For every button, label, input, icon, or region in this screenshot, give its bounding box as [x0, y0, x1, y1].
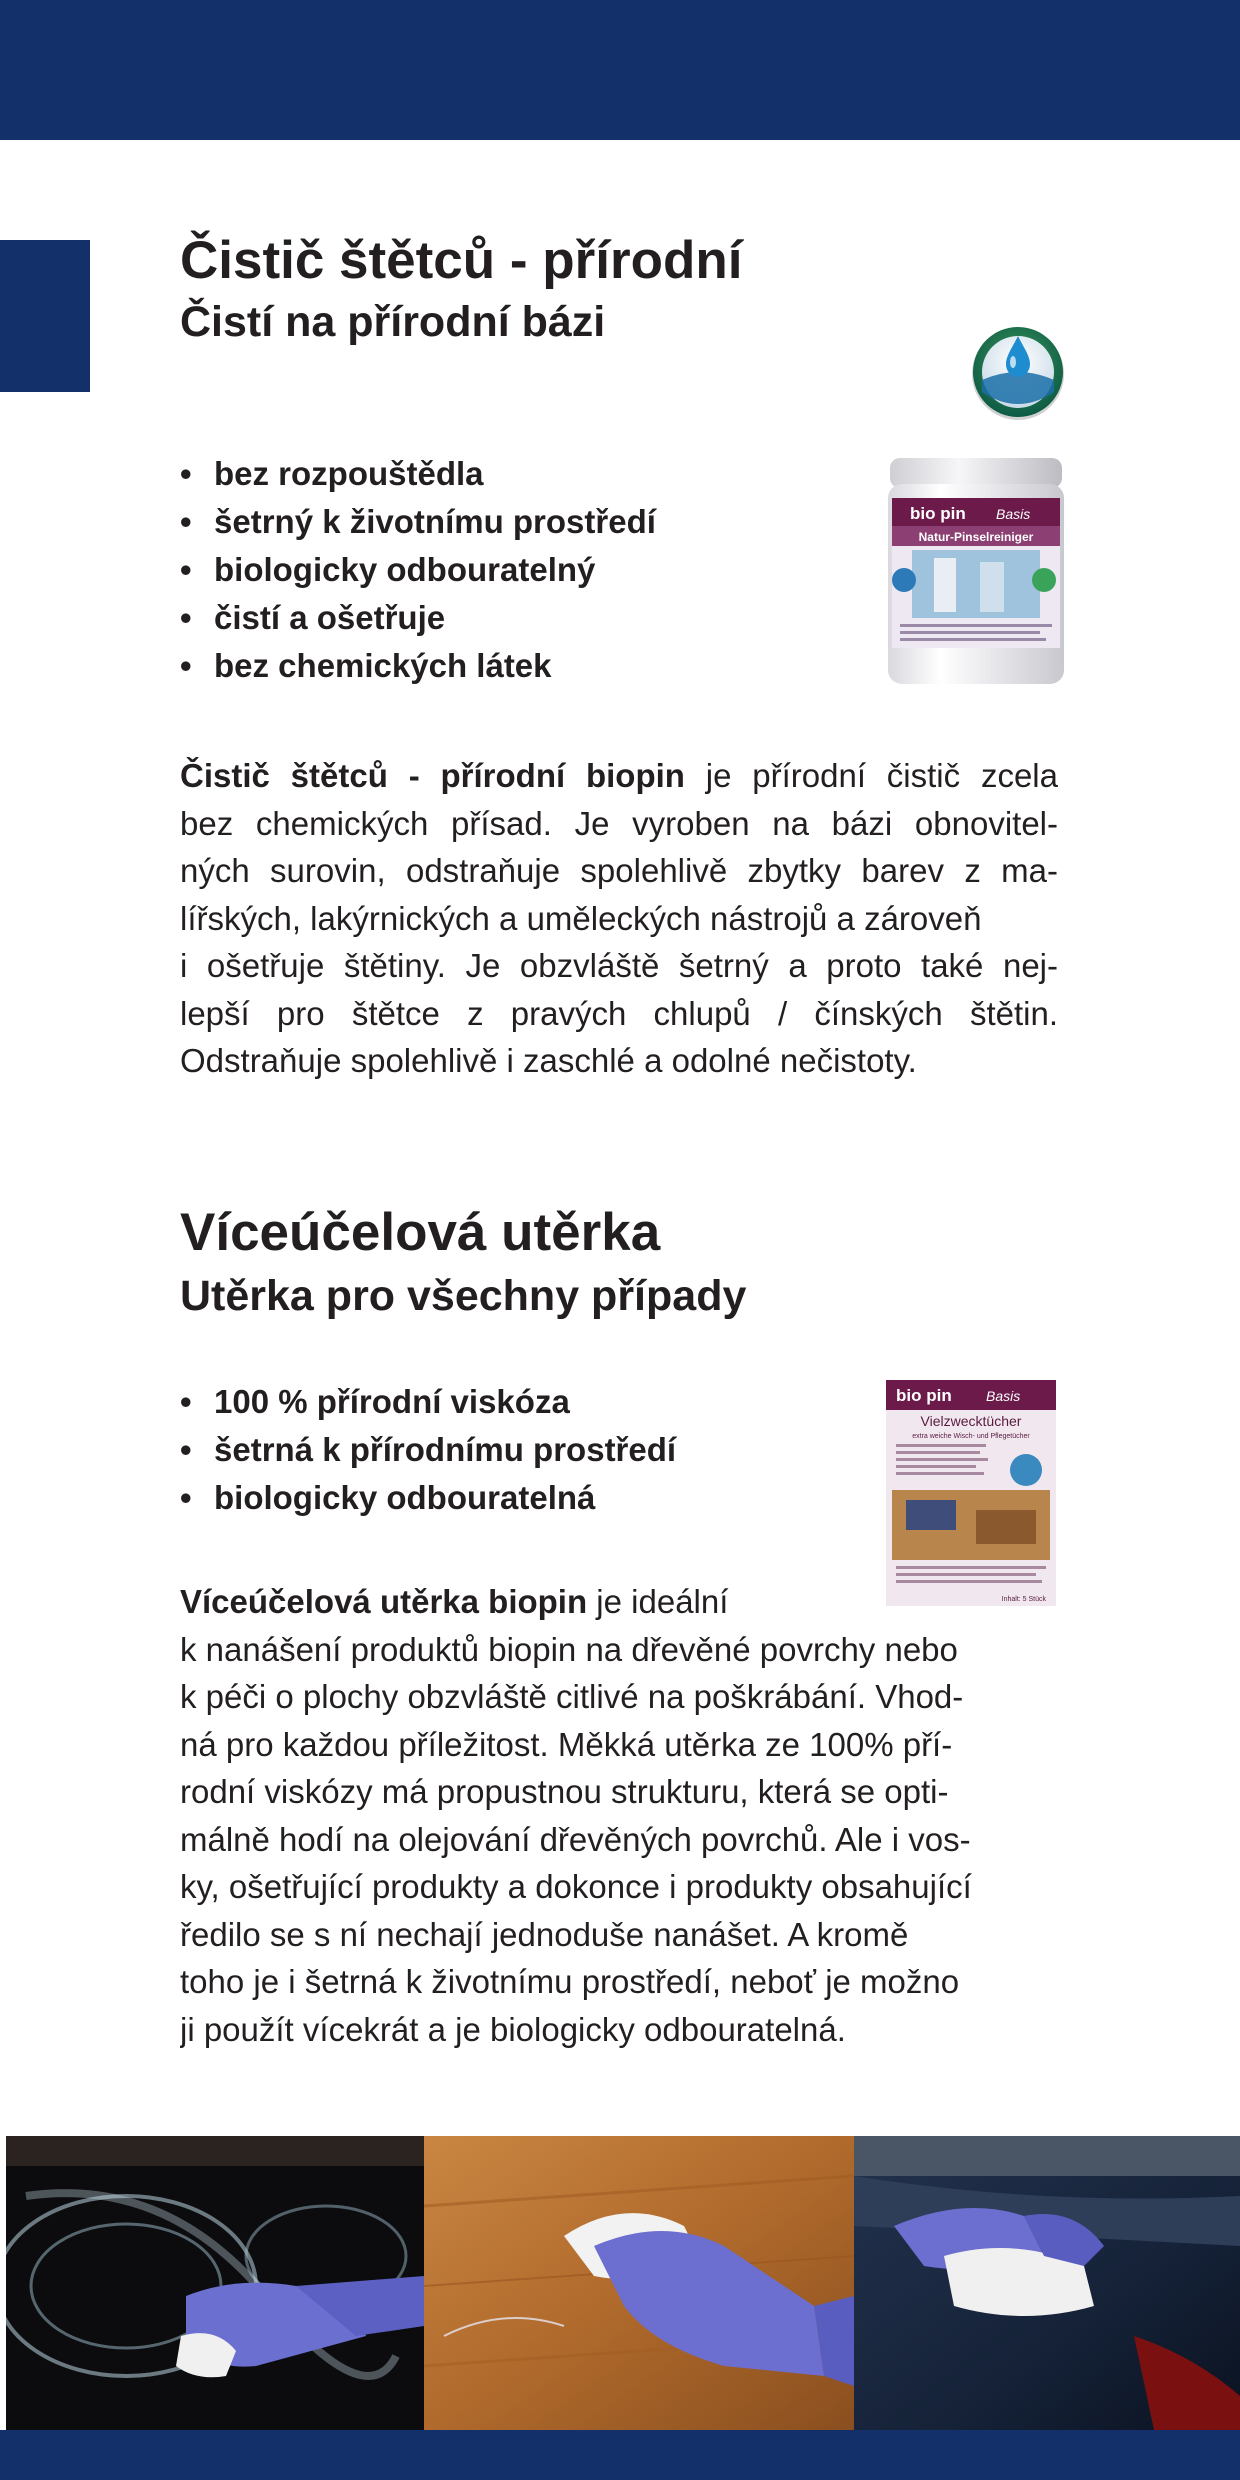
bullet-item: • 100 % přírodní viskóza: [180, 1378, 676, 1426]
bullet-item: • bez chemických látek: [180, 642, 656, 690]
section1-line: lepší pro štětce z pravých chlupů / čínských štětin.: [180, 994, 1058, 1032]
jar-product-name: Natur-Pinselreiniger: [918, 530, 1034, 544]
bullet-item: • čistí a ošetřuje: [180, 594, 656, 642]
photo-wiping-wood: [424, 2136, 854, 2430]
section1-subtitle: Čistí na přírodní bázi: [180, 298, 606, 346]
pack-count: Inhalt: 5 Stück: [1001, 1596, 1046, 1603]
section1-lead: Čistič štětců - přírodní biopin: [180, 757, 685, 794]
multipurpose-cloth-package-image: [886, 1380, 1056, 1606]
section2-title: Víceúčelová utěrka: [180, 1203, 661, 1262]
bullet-item: • šetrná k přírodnímu prostředí: [180, 1426, 676, 1474]
footer-band: [0, 2430, 1240, 2480]
bullet-item: • biologicky odbouratelná: [180, 1474, 676, 1522]
bullet-item: • biologicky odbouratelný: [180, 546, 656, 594]
section1-title: Čistič štětců - přírodní: [180, 231, 743, 290]
jar-brand-label: bio pin: [910, 504, 966, 523]
section2-line: ji použít vícekrát a je biologicky odbouratelná.: [180, 2010, 846, 2048]
photo-wiping-car: [854, 2136, 1240, 2430]
section2-bullet-list: [180, 1378, 676, 1522]
section2-line: ná pro každou příležitost. Měkká utěrka ze 100% pří-: [180, 1725, 953, 1763]
brush-cleaner-jar-image: [884, 458, 1068, 688]
section2-line: málně hodí na olejování dřevěných povrchů. Ale i vos-: [180, 1820, 971, 1858]
section2-line: rodní viskózy má propustnou strukturu, která se opti-: [180, 1773, 949, 1810]
section1-description: [180, 752, 1058, 1085]
pack-brand-label: bio pin: [896, 1386, 952, 1405]
section2-line: k péči o plochy obzvláště citlivé na poškrábání. Vhod-: [180, 1678, 964, 1715]
section2-line: ky, ošetřující produkty a dokonce i produkty obsahující: [180, 1868, 972, 1905]
pack-line-label: Basis: [986, 1388, 1021, 1404]
section2-line: toho je i šetrná k životnímu prostředí, neboť je možno: [180, 1963, 960, 2000]
section1-line: lířských, lakýrnických a uměleckých nástrojů a zároveň: [180, 899, 982, 937]
header-band: [0, 0, 1240, 140]
bullet-item: • bez rozpouštědla: [180, 450, 656, 498]
section1-line: bez chemických přísad. Je vyroben na bázi obnovitel-: [180, 804, 1058, 842]
section2-subtitle: Utěrka pro všechny případy: [180, 1272, 747, 1320]
photo-cleaning-cooktop: [6, 2136, 424, 2430]
section2-lead: Víceúčelová utěrka biopin: [180, 1583, 588, 1620]
section2-line: je ideální: [587, 1583, 729, 1620]
photo-strip: [6, 2136, 1240, 2430]
bullet-item: • šetrný k životnímu prostředí: [180, 498, 656, 546]
water-drop-icon: [968, 322, 1068, 422]
section1-line: i ošetřuje štětiny. Je obzvláště šetrný a proto také nej-: [180, 947, 1058, 984]
pack-tagline: extra weiche Wisch- und Pflegetücher: [912, 1433, 1030, 1440]
section2-line: k nanášení produktů biopin na dřevěné povrchy nebo: [180, 1630, 958, 1668]
section1-line: je přírodní čistič zcela: [684, 757, 1058, 794]
section1-bullet-list: [180, 450, 656, 690]
pack-product-name: Vielzwecktücher: [920, 1413, 1022, 1429]
section1-line: Odstraňuje spolehlivě i zaschlé a odolné nečistoty.: [180, 1042, 917, 1079]
jar-line-label: Basis: [996, 506, 1031, 522]
section1-line: ných surovin, odstraňuje spolehlivě zbytky barev z ma-: [180, 852, 1058, 889]
section2-description: [180, 1578, 1058, 2053]
side-tab-marker: [0, 240, 90, 392]
section2-line: ředilo se s ní nechají jednoduše nanášet. A kromě: [180, 1915, 909, 1953]
